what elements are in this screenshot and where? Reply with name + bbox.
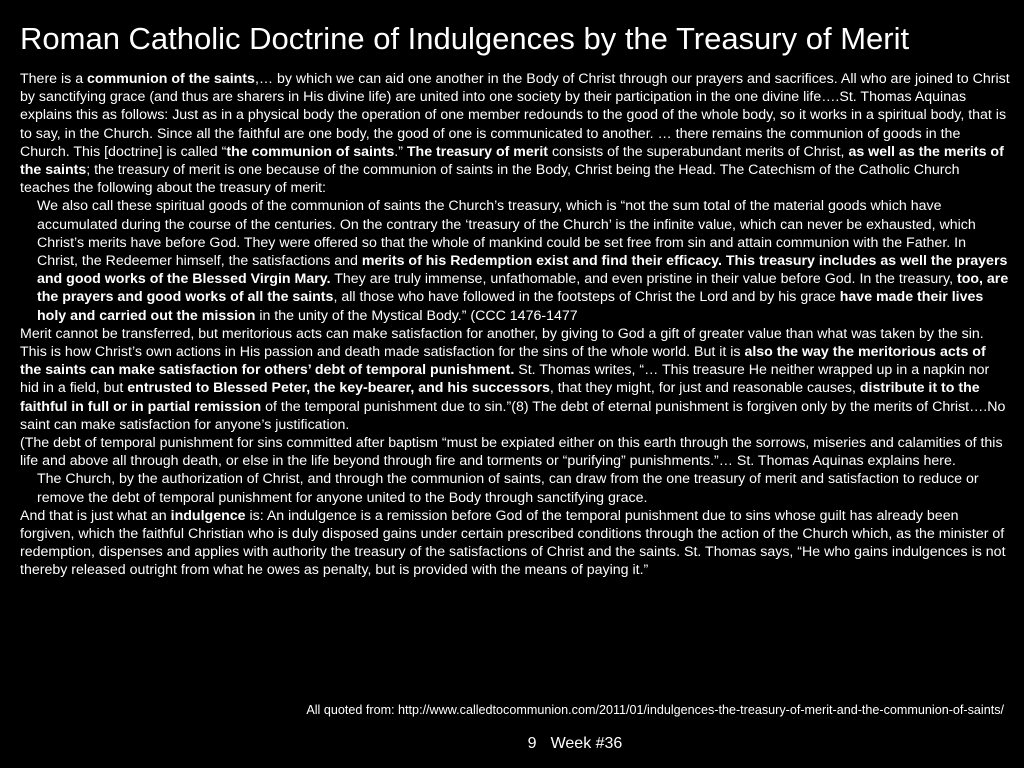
body-paragraph <box>20 507 1010 580</box>
bold-text-run: merits of his Redemption exist and find their efficacy. This treasury includes as well the prayers and good works of the Blessed Virgin Mary. <box>37 253 1008 288</box>
bold-text-run: entrusted to Blessed Peter, the key-bearer, and his successors <box>127 380 550 397</box>
slide-title: Roman Catholic Doctrine of Indulgences by the Treasury of Merit <box>20 21 910 56</box>
body-paragraph <box>20 325 1010 434</box>
page-number: 9 <box>527 735 537 752</box>
bold-text-run: indulgence <box>170 507 246 524</box>
text-run: We also call these spiritual goods of the communion of saints the Church’s treasury, which is “not the sum total of the material goods which have accumulated during the course of the centuries. On the contrary the ‘treasury of the Church’ is the infinite value, which can never be exhausted, which Christ’s merits have before God. They were offered so that the whole of mankind could be set free from sin and attain communion with the Father. In Christ, the Redeemer himself, the satisfactions and <box>37 198 976 270</box>
text-run: And that is just what an <box>20 507 171 524</box>
text-run: consists of the superabundant merits of Christ, <box>548 143 849 160</box>
text-run: The Church, by the authorization of Christ, and through the communion of saints, can draw from the one treasury of merit and satisfaction to reduce or remove the debt of temporal punishment for anyone united to the Body through sanctifying grace. <box>37 471 979 506</box>
bold-text-run: have made their lives holy and carried out the mission <box>37 289 984 324</box>
bold-text-run: also the way the meritorious acts of the saints can make satisfaction for others’ debt of temporal punishment. <box>20 344 986 379</box>
bold-text-run: The treasury of merit <box>406 143 548 160</box>
quote-paragraph <box>20 197 1010 324</box>
text-run: of the temporal punishment due to sin.”(8) The debt of eternal punishment is forgiven only by the merits of Christ….No saint can make satisfaction for anyone’s justification. <box>20 398 1006 433</box>
text-run: , that they might, for just and reasonable causes, <box>549 380 860 397</box>
slide-body <box>20 70 1010 580</box>
bold-text-run: the communion of saints <box>226 143 395 160</box>
source-citation: All quoted from: http://www.calledtocommunion.com/2011/01/indulgences-the-treasury-of-merit-and-the-communion-of-saints/ <box>306 703 1004 717</box>
text-run: There is a <box>20 71 88 87</box>
text-run: St. Thomas writes, “… This treasure He neither wrapped up in a napkin nor hid in a field, but <box>20 362 990 397</box>
text-run: , all those who have followed in the footsteps of Christ the Lord and by his grace <box>333 289 840 306</box>
text-run: ; the treasury of merit is one because of the communion of saints in the Body, Christ being the Head. The Catechism of the Catholic Church teaches the following about the treasury of merit: <box>20 162 960 197</box>
text-run: They are truly immense, unfathomable, and even pristine in their value before God. In the treasury, <box>330 271 957 288</box>
slide-footer <box>0 734 1024 754</box>
quote-paragraph <box>20 470 1010 506</box>
body-paragraph <box>20 434 1010 470</box>
bold-text-run: as well as the merits of the saints <box>20 143 1004 179</box>
bold-text-run: too, are the prayers and good works of all the saints <box>37 271 1009 306</box>
text-run: Merit cannot be transferred, but meritorious acts can make satisfaction for another, by giving to God a gift of greater value than what was taken by the sin. This is how Christ’s own actions in His passion and death made satisfaction for the sins of the whole world. But it is <box>20 325 984 361</box>
bold-text-run: communion of the saints <box>87 71 255 87</box>
body-paragraph <box>20 70 1010 197</box>
bold-text-run: distribute it to the faithful in full or in partial remission <box>20 380 980 415</box>
footer-label: Week #36 <box>550 735 623 752</box>
text-run: .” <box>394 143 407 160</box>
text-run: ,… by which we can aid one another in the Body of Christ through our prayers and sacrifices. All who are joined to Christ by sanctifying grace (and thus are sharers in His divine life) are united into one society by their participation in the one divine life….St. Thomas Aquinas explains this as follows: Just as in a physical body the operation of one member redounds to the good of the whole body, so it works in a spiritual body, that is to say, in the Church. Since all the faithful are one body, the good of one is communicated to another. … there remains the communion of goods in the Church. This [doctrine] is called “ <box>20 71 1010 160</box>
text-run: in the unity of the Mystical Body.” (CCC 1476-1477 <box>255 307 578 324</box>
text-run: is: An indulgence is a remission before God of the temporal punishment due to sins whose guilt has already been forgiven, which the faithful Christian who is duly disposed gains under certain prescribed conditions through the action of the Church which, as the minister of redemption, dispenses and applies with authority the treasury of the satisfactions of Christ and the saints. St. Thomas says, “He who gains indulgences is not thereby released outright from what he owes as penalty, but is provided with the means of paying it.” <box>20 507 1006 579</box>
text-run: (The debt of temporal punishment for sins committed after baptism “must be expiated either on this earth through the sorrows, miseries and calamities of this life and above all through death, or else in the life beyond through fire and torments or “purifying” punishments.”… St. Thomas Aquinas explains here. <box>20 435 1003 470</box>
